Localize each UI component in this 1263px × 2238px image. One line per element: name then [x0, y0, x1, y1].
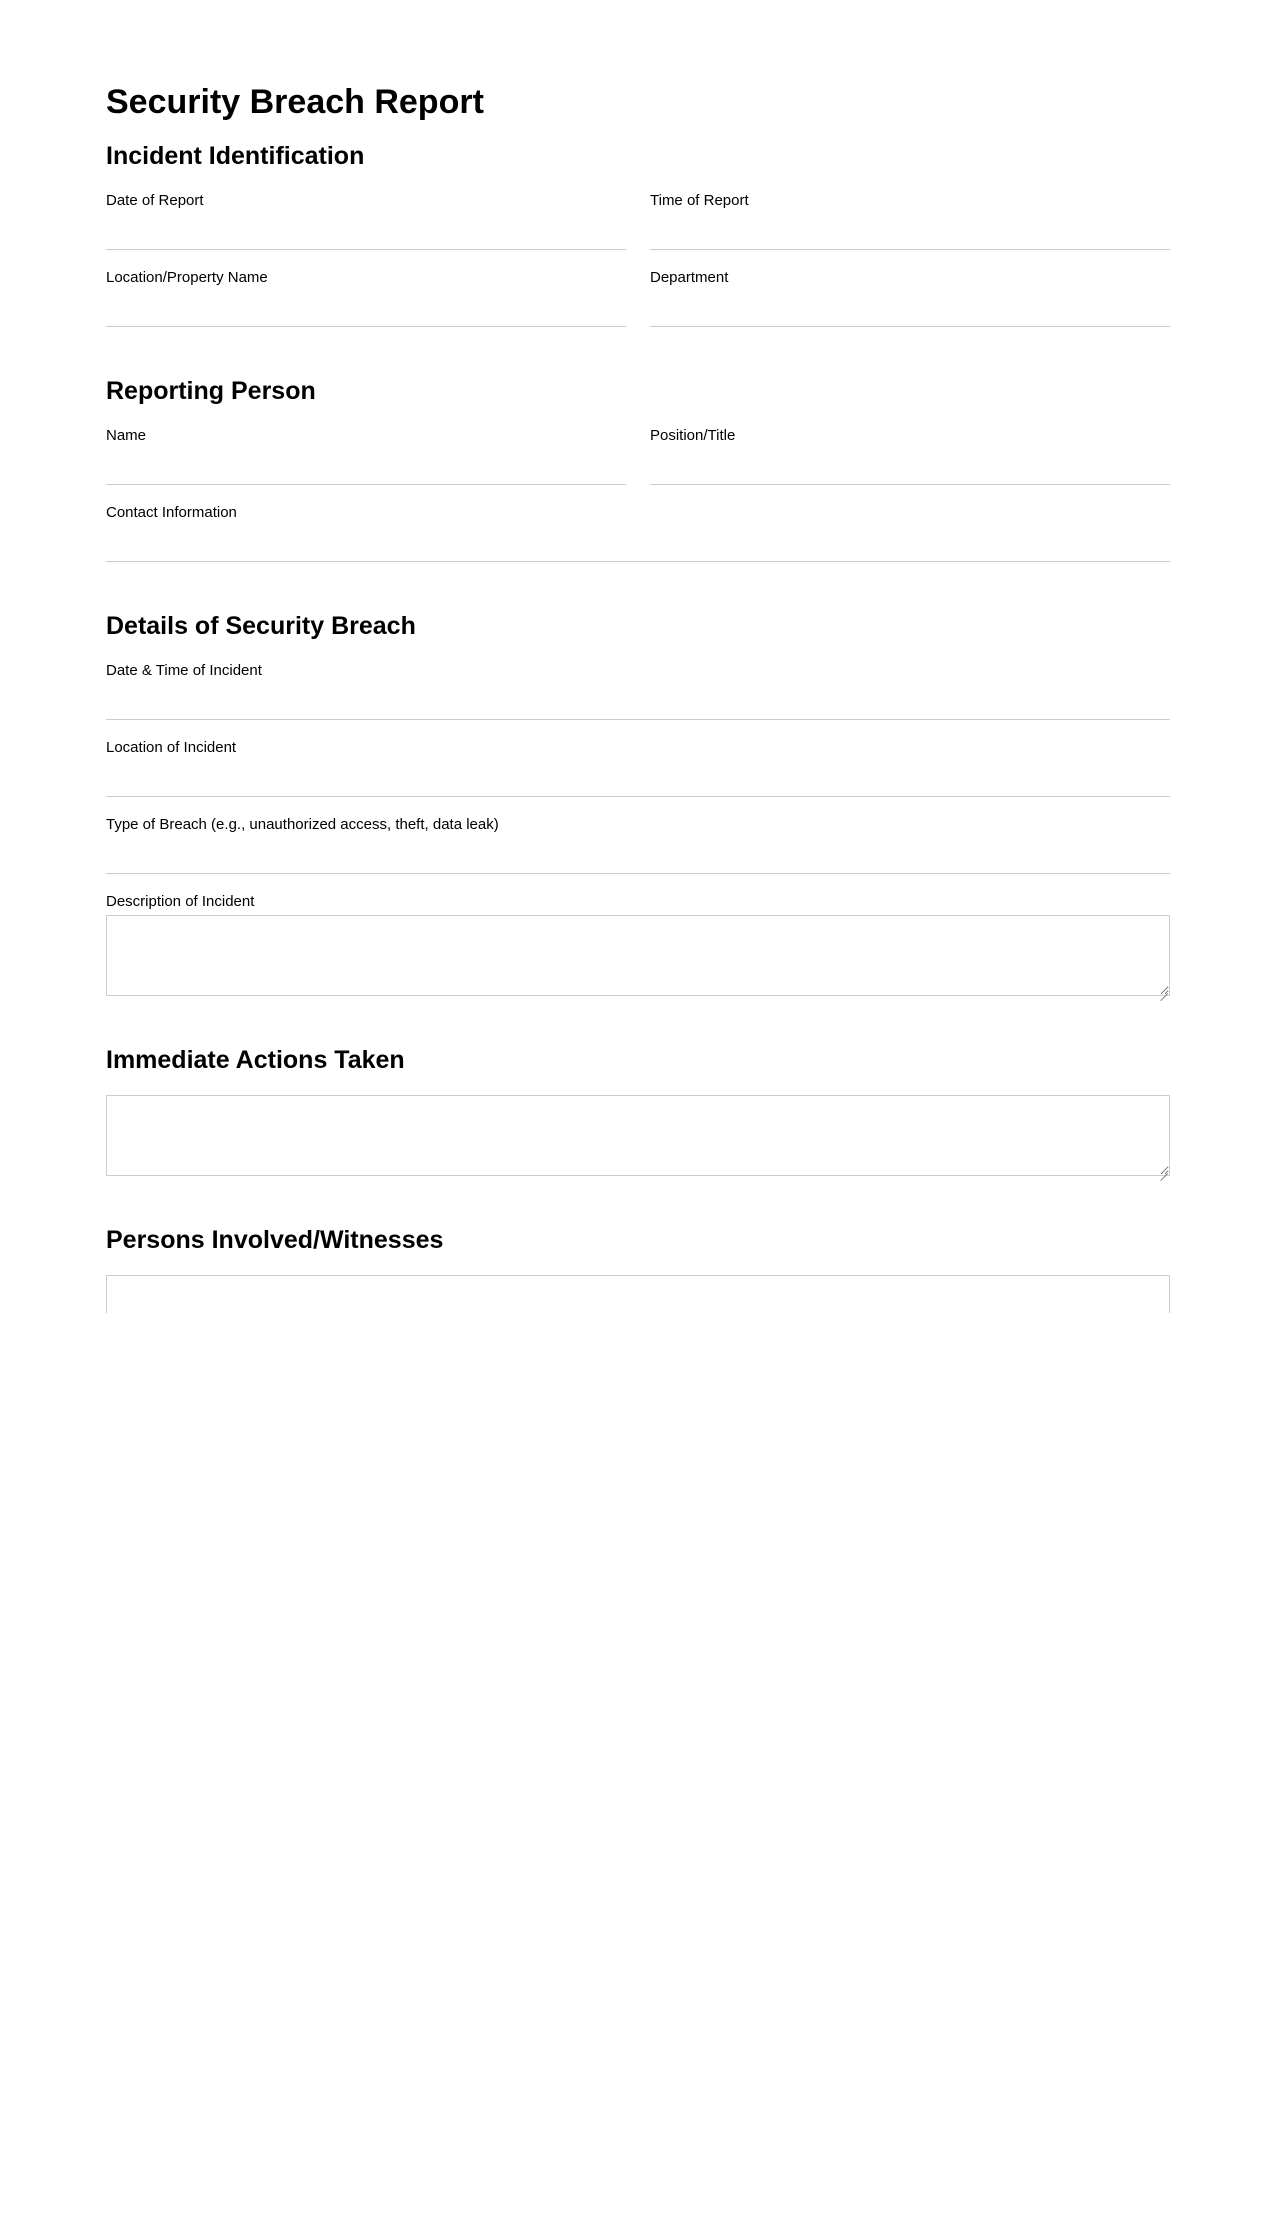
- incident-identification-heading: Incident Identification: [106, 142, 365, 170]
- persons-involved-heading: Persons Involved/Witnesses: [106, 1226, 444, 1254]
- date-of-report-label: Date of Report: [106, 192, 204, 209]
- type-of-breach-input[interactable]: [106, 848, 1170, 874]
- date-time-of-incident-input[interactable]: [106, 694, 1170, 720]
- description-of-incident-textarea[interactable]: [106, 915, 1170, 996]
- reporting-person-heading: Reporting Person: [106, 377, 316, 405]
- location-property-name-label: Location/Property Name: [106, 269, 268, 286]
- type-of-breach-label: Type of Breach (e.g., unauthorized access, theft, data leak): [106, 816, 499, 833]
- location-of-incident-label: Location of Incident: [106, 739, 237, 756]
- immediate-actions-textarea[interactable]: [106, 1095, 1170, 1176]
- date-of-report-input[interactable]: [106, 224, 626, 250]
- page-title: Security Breach Report: [106, 83, 484, 121]
- details-heading: Details of Security Breach: [106, 612, 416, 640]
- position-title-input[interactable]: [650, 459, 1170, 485]
- report-form: [106, 0, 1170, 1313]
- name-input[interactable]: [106, 459, 626, 485]
- time-of-report-input[interactable]: [650, 224, 1170, 250]
- contact-information-label: Contact Information: [106, 504, 237, 521]
- description-of-incident-label: Description of Incident: [106, 893, 255, 910]
- department-input[interactable]: [650, 301, 1170, 327]
- name-label: Name: [106, 427, 147, 444]
- date-time-of-incident-label: Date & Time of Incident: [106, 662, 262, 679]
- immediate-actions-heading: Immediate Actions Taken: [106, 1046, 405, 1074]
- department-label: Department: [650, 269, 729, 286]
- position-title-label: Position/Title: [650, 427, 736, 444]
- persons-involved-textarea[interactable]: [106, 1275, 1170, 1313]
- location-property-name-input[interactable]: [106, 301, 626, 327]
- location-of-incident-input[interactable]: [106, 771, 1170, 797]
- contact-information-input[interactable]: [106, 536, 1170, 562]
- time-of-report-label: Time of Report: [650, 192, 749, 209]
